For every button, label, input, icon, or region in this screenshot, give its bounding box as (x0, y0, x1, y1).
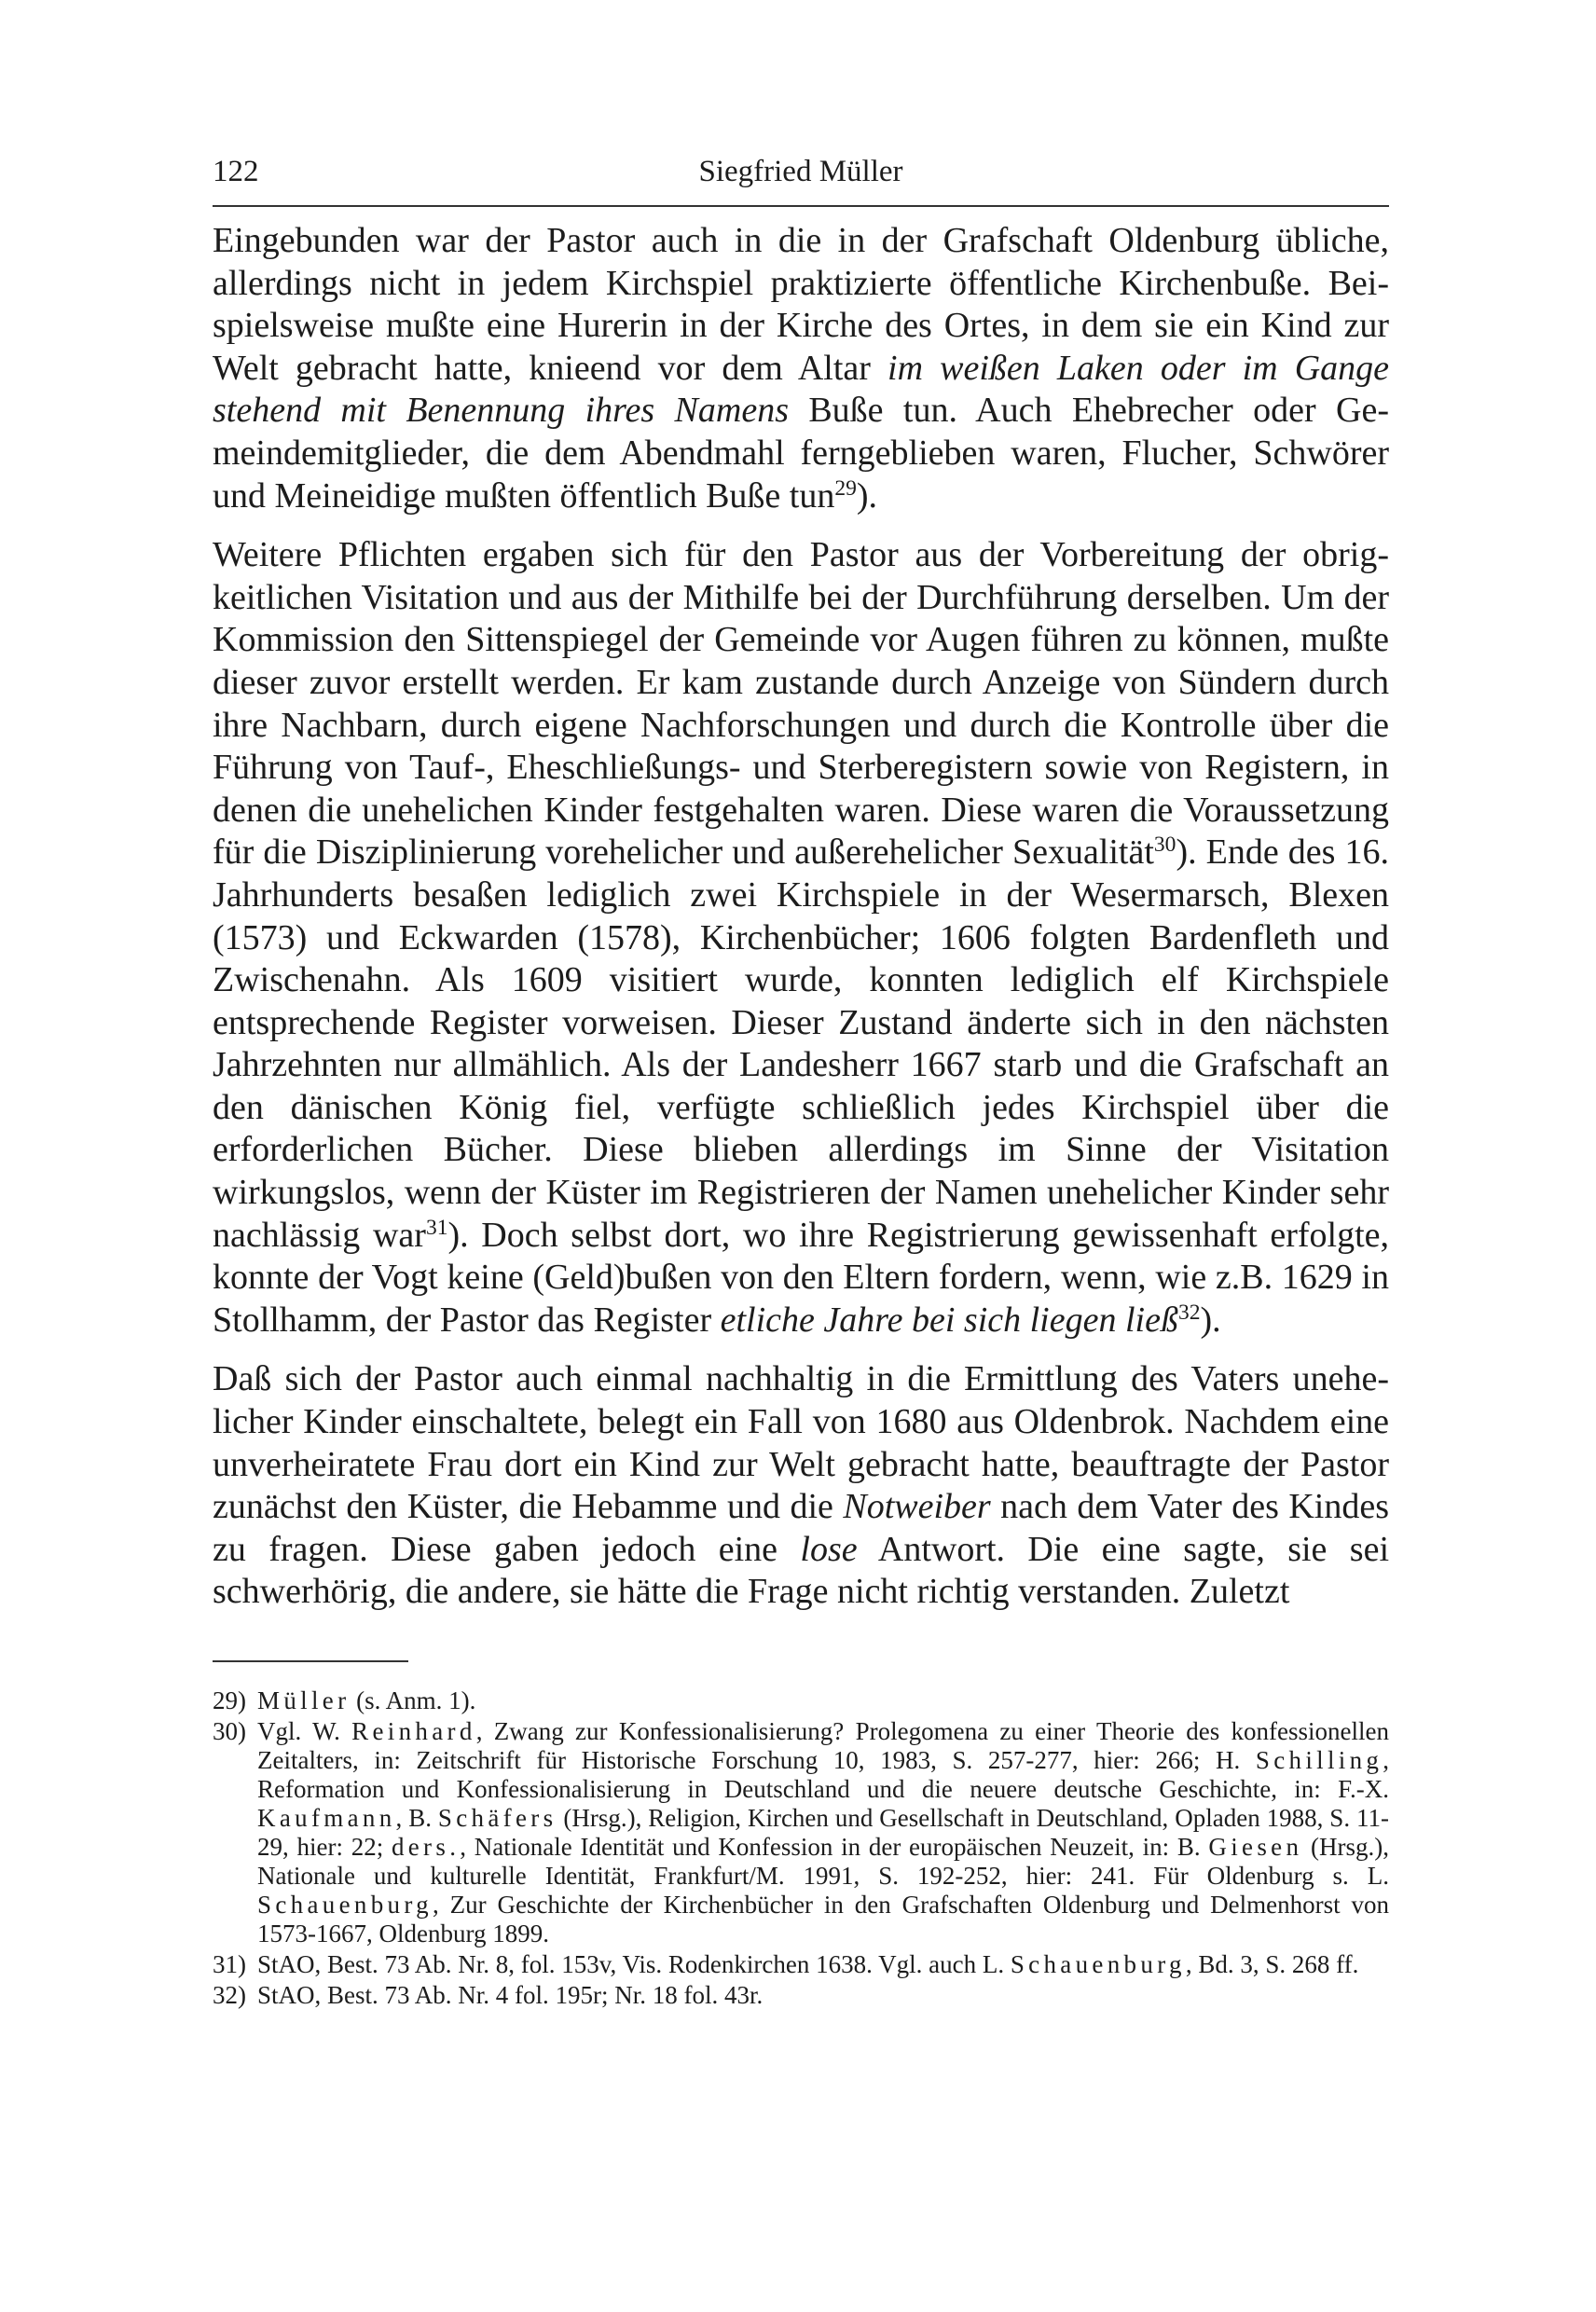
footnote-ref: 29 (834, 475, 857, 501)
text-run: , B. (395, 1804, 438, 1832)
footnote-29 (213, 1686, 1389, 1715)
italic-quote: etliche Jahre bei sich liegen ließ (720, 1300, 1178, 1340)
italic-term: lose (800, 1529, 858, 1569)
author-name: ders. (391, 1833, 461, 1861)
page-header (213, 149, 1389, 207)
italic-quote: im weißen Laken oder im Gange stehend mit Benennung ihres Namens (213, 348, 1390, 431)
text-run: (s. Anm. 1). (350, 1686, 476, 1714)
text-run: Daß sich der Pastor auch einmal nachhaltig in die Ermittlung des Vaters unehelicher Kinder einschaltete, belegt ein Fall von 1680 aus Oldenbrok. Nachdem eine unverheiratete Frau dort ein Kind zur Welt gebracht hatte, beauftragte der Pastor zunächst den Küster, die Hebamme und die (213, 1359, 1389, 1527)
author-name: Schäfers (437, 1804, 557, 1832)
page-number: 122 (213, 155, 259, 188)
footnote-mark: 30) (213, 1717, 246, 1745)
footnote-ref: 32 (1177, 1300, 1201, 1325)
author-name: Müller (257, 1686, 351, 1714)
text-run: Eingebunden war der Pastor auch in die in der Grafschaft Oldenburg übliche, allerdings nicht in jedem Kirchspiel praktizierte öffentliche Kirchenbuße. Beispielsweise mußte eine Hurerin in der Kirche des Ortes, in dem sie ein Kind zur Welt gebracht hatte, knieend vor dem Altar (213, 221, 1389, 388)
text-run: Antwort. Die eine sagte, sie sei schwerhörig, die andere, sie hätte die Frage nicht richtig verstanden. Zuletzt (213, 1529, 1389, 1612)
author-name: Schauenburg (1010, 1950, 1186, 1978)
author-name: Schauenburg (257, 1891, 433, 1919)
text-run: ). Ende des 16. Jahrhunderts besaßen lediglich zwei Kirchspiele in der Wesermarsch, Blexen (1573) und Eckwarden (1578), Kirchenbücher; 1606 folgten Bardenfleth und Zwischenahn. Als 1609 visitiert wurde, konnten lediglich elf Kirchspiele entsprechende Register vorweisen. Dieser Zustand änderte sich in den nächsten Jahrzehnten nur allmählich. Als der Landesherr 1667 starb und die Grafschaft an den dänischen König fiel, verfügte schließlich jedes Kirchspiel über die erforderlichen Bücher. Diese blieben allerdings im Sinne der Visitation wirkungslos, wenn der Küster im Registrieren der Namen unehelicher Kinder sehr nachlässig war (213, 833, 1389, 1255)
footnotes (213, 1686, 1389, 2010)
text-run: , Bd. 3, S. 268 ff. (1185, 1950, 1359, 1978)
text-run: StAO, Best. 73 Ab. Nr. 4 fol. 195r; Nr. 18 fol. 43r. (257, 1981, 764, 2009)
text-run: nach dem Vater des Kindes zu fragen. Diese gaben jedoch eine (213, 1487, 1389, 1569)
text-run: (Hrsg.), Religion, Kirchen und Gesellschaft in Deutschland, Opladen 1988, S. 11-29, hier: 22; (257, 1804, 1389, 1861)
text-run: (Hrsg.), Nationale und kulturelle Identität, Frankfurt/M. 1991, S. 192-252, hier: 241. Für Oldenburg s. L. (257, 1833, 1389, 1890)
author-name: Schilling (1255, 1746, 1383, 1774)
text-run: Vgl. W. (257, 1717, 352, 1745)
footnote-ref: 30 (1153, 833, 1176, 858)
text-run: ). (856, 475, 878, 516)
footnote-30 (213, 1717, 1389, 1948)
text-run: , Nationale Identität und Konfession in der europäischen Neuzeit, in: B. (460, 1833, 1209, 1861)
text-run: Weitere Pflichten ergaben sich für den Pastor aus der Vorbereitung der obrigkeitlichen Visitation und aus der Mithilfe bei der Durchführung derselben. Um der Kommission den Sittenspiegel der Gemeinde vor Augen führen zu können, mußte dieser zuvor erstellt werden. Er kam zustande durch Anzeige von Sündern durch ihre Nachbarn, durch eigene Nachforschungen und durch die Kontrolle über die Führung von Tauf-, Eheschließungs- und Sterberegistern sowie von Registern, in denen die unehelichen Kinder festgehalten waren. Diese waren die Voraussetzung für die Disziplinierung vorehelicher und außerehelicher Sexualität (213, 535, 1389, 873)
footnote-ref: 31 (425, 1215, 448, 1240)
text-run: Buße tun. Auch Ehebrecher oder Gemeindemitglieder, die dem Abendmahl ferngeblieben waren, Flucher, Schwörer und Meineidige mußten öffentlich Buße tun (213, 391, 1389, 516)
author-name: Giesen (1208, 1833, 1303, 1861)
italic-term: Notweiber (843, 1487, 991, 1527)
paragraph-2 (213, 534, 1389, 1342)
footnote-mark: 31) (213, 1950, 246, 1978)
text-run: , Zur Geschichte der Kirchenbücher in den Grafschaften Oldenburg und Delmenhorst von 1573-1667, Oldenburg 1899. (257, 1891, 1389, 1947)
footnote-mark: 32) (213, 1981, 246, 2009)
book-page (213, 149, 1389, 2012)
footnote-31 (213, 1950, 1389, 1979)
author-name: Kaufmann (257, 1804, 396, 1832)
paragraph-3 (213, 1358, 1389, 1614)
text-run: StAO, Best. 73 Ab. Nr. 8, fol. 153v, Vis. Rodenkirchen 1638. Vgl. auch L. (257, 1950, 1011, 1978)
text-run: , Zwang zur Konfessionalisierung? Prolegomena zu einer Theorie des konfessionellen Zeitalters, in: Zeitschrift für Historische Forschung 10, 1983, S. 257-277, hier: 266; H. (257, 1717, 1389, 1774)
footnote-separator (213, 1660, 408, 1662)
running-head: Siegfried Müller (698, 155, 903, 188)
text-run: , Reformation und Konfessionalisierung in Deutschland und die neuere deutsche Geschichte, in: F.-X. (257, 1746, 1389, 1803)
footnote-mark: 29) (213, 1686, 246, 1714)
footnote-32 (213, 1981, 1389, 2010)
paragraph-1 (213, 220, 1389, 517)
text-run: ). (1200, 1300, 1221, 1340)
text-run: ). Doch selbst dort, wo ihre Registrierung gewissenhaft erfolgte, konnte der Vogt keine (Geld)bußen von den Eltern fordern, wenn, wie z.B. 1629 in Stollhamm, der Pastor das Register (213, 1215, 1389, 1340)
body-text (213, 220, 1389, 1614)
author-name: Reinhard (351, 1717, 476, 1745)
